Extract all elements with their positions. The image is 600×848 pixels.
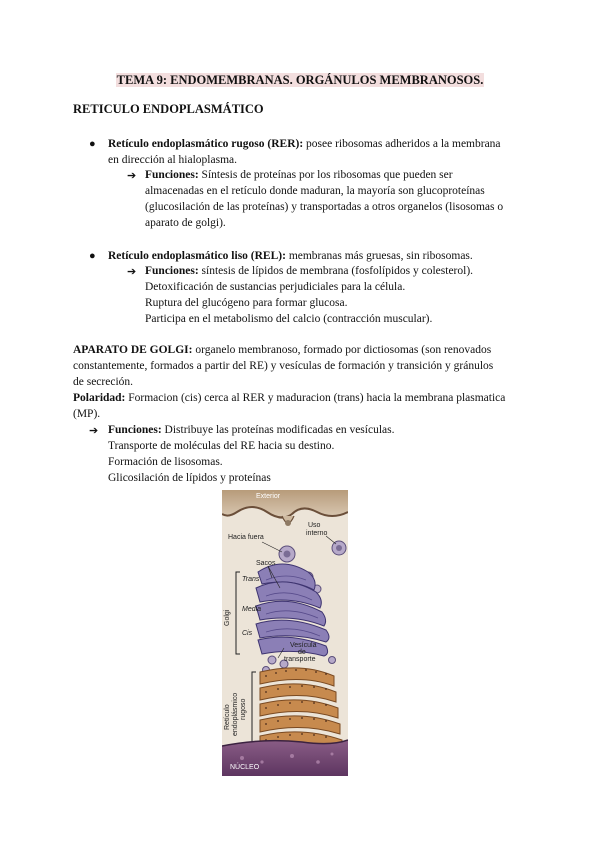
label-trans: Trans	[242, 576, 260, 583]
rer-functions-line1: Funciones: Síntesis de proteínas por los ribosomas que pueden ser	[145, 169, 453, 181]
rel-paragraph: Retículo endoplasmático liso (REL): membranas más gruesas, sin ribosomas.	[108, 250, 473, 262]
label-nucleo: NÚCLEO	[230, 764, 260, 771]
bullet-icon: ●	[89, 138, 96, 150]
golgi-paragraph: APARATO DE GOLGI: organelo membranoso, formado por dictiosomas (son renovados constantemente, formados a partir del RE) y vesículas de formación y transición y gránulos de secreción. Polaridad: Formacion (cis) cerca al RER y maduracion (trans) hacia la membrana plasmatica (MP).	[73, 344, 506, 420]
bullet-icon: ●	[89, 250, 96, 262]
page-title: TEMA 9: ENDOMEMBRANAS. ORGÁNULOS MEMBRANOSOS.	[116, 73, 484, 87]
label-reticulo: Retículo	[224, 704, 231, 730]
label-sacos: Sacos	[256, 560, 276, 567]
rel-functions: Funciones: síntesis de lípidos de membrana (fosfolípidos y colesterol). Detoxificación de sustancias perjudiciales para la célula. Ruptura del glucógeno para formar glucosa. Participa en el metabolismo del calcio (contracción muscular).	[145, 265, 474, 325]
label-endoplasmico: endoplásmico	[232, 692, 239, 736]
rer-term: Retículo endoplasmático rugoso (RER):	[108, 138, 304, 150]
golgi-term: APARATO DE GOLGI:	[73, 344, 193, 356]
arrow-icon: ➔	[127, 266, 137, 278]
label-media: Media	[242, 606, 262, 613]
label-interno: interno	[306, 530, 328, 537]
golgi-functions: Funciones: Distribuye las proteínas modificadas en vesículas. Transporte de moléculas del RE hacia su destino. Formación de lisosomas. Glicosilación de lípidos y proteínas	[108, 424, 395, 484]
golgi-diagram	[222, 490, 348, 776]
arrow-icon: ➔	[89, 425, 99, 437]
golgi-diagram-art	[222, 490, 348, 776]
label-cis: Cis	[242, 630, 253, 637]
label-exterior: Exterior	[256, 493, 281, 500]
label-hacia-fuera: Hacia fuera	[228, 534, 264, 541]
label-golgi: Golgi	[224, 609, 231, 626]
rer-paragraph: Retículo endoplasmático rugoso (RER): posee ribosomas adheridos a la membrana en dirección al hialoplasma.	[108, 138, 501, 166]
polaridad-term: Polaridad:	[73, 392, 126, 404]
label-transporte: transporte	[284, 656, 316, 663]
section-heading-reticulo: RETICULO ENDOPLASMÁTICO	[73, 102, 264, 116]
label-uso: Uso	[308, 522, 321, 529]
label-vesicula: Vesícula	[290, 642, 317, 649]
label-rugoso: rugoso	[240, 698, 247, 720]
rel-term: Retículo endoplasmático liso (REL):	[108, 250, 286, 262]
arrow-icon: ➔	[127, 170, 137, 182]
rer-functions-rest: almacenadas en el retículo donde maduran, la mayoría son glucoproteínas (glucosilación de las proteínas) y transportadas a otros organelos (lisosomas o aparato de golgi).	[145, 185, 504, 229]
label-de: de	[298, 649, 306, 656]
